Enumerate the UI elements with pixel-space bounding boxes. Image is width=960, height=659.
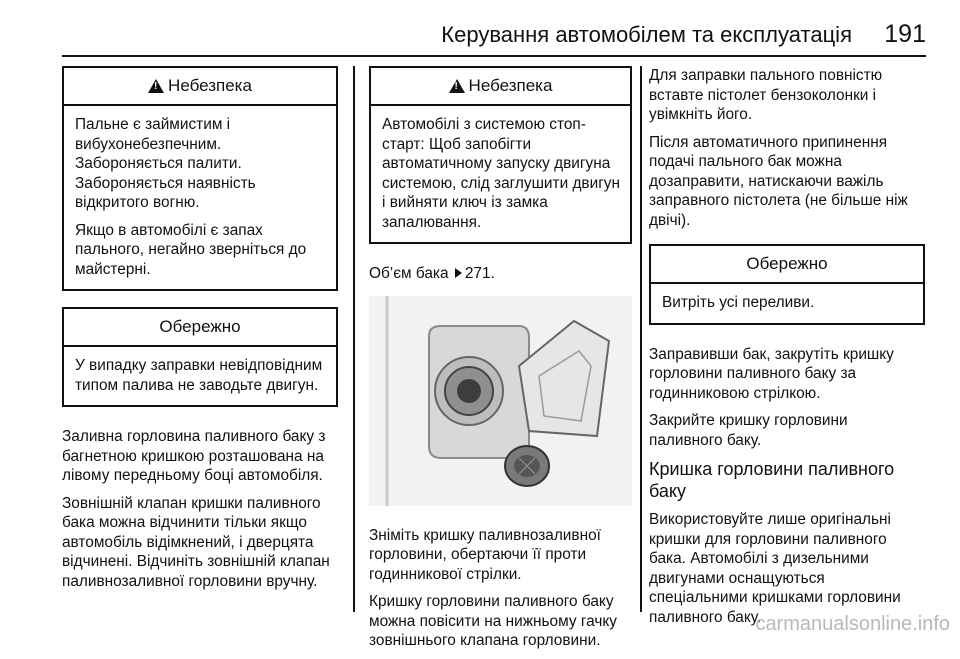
caution-text: Витріть усі переливи. [662, 294, 815, 311]
body-paragraph: Зніміть кришку паливнозаливної горловини, обертаючи її проти годинникової стрілки. [369, 526, 601, 583]
tank-volume-page-link[interactable]: 271. [464, 265, 495, 282]
cross-reference-arrow-icon [455, 268, 462, 278]
body-paragraph: Заливна горловина паливного баку з багнетною кришкою розташована на лівому передньому боці автомобіля. [62, 428, 326, 484]
body-paragraph: Кришку горловини паливного баку можна повісити на нижньому гачку зовнішнього клапана горловини. [369, 593, 617, 649]
body-paragraph: Після автоматичного припинення подачі пального бак можна дозаправити, натискаючи важіль заправного пістолета (не більше ніж двічі). [649, 133, 908, 229]
body-paragraph: Для заправки пального повністю вставте пістолет бензоколонки і увімкніть його. [649, 67, 883, 123]
column-3 [649, 66, 925, 635]
header-divider [62, 55, 926, 57]
section-heading: Кришка горловини паливного баку [649, 459, 895, 501]
column-2 [369, 66, 632, 659]
page-number: 191 [884, 20, 926, 48]
caution-box-title: Обережно [64, 309, 336, 347]
body-paragraph: Використовуйте лише оригінальні кришки для горловини паливного бака. Автомобілі з дизельними двигунами оснащуються спеціальними кришками горловини паливного баку. [649, 511, 901, 626]
danger-box-title: Небезпека [168, 76, 252, 96]
fuel-filler-photo [369, 296, 632, 506]
danger-box-header [64, 68, 336, 106]
danger-box [369, 66, 632, 244]
danger-text: Якщо в автомобілі є запах пального, негайно зверніться до майстерні. [75, 221, 307, 278]
body-paragraph: Зовнішній клапан кришки паливного бака можна відчинити тільки якщо автомобіль відімкнений, і дверцята відчинені. Відчиніть зовнішній клапан паливнозаливної горловини вручну. [62, 494, 330, 590]
caution-box [62, 307, 338, 407]
danger-box-title: Небезпека [468, 76, 553, 96]
caution-box [649, 244, 925, 325]
body-paragraph: Заправивши бак, закрутіть кришку горловини паливного баку за годинниковою стрілкою. [649, 345, 894, 402]
column-divider [640, 66, 642, 612]
watermark: carmanualsonline.info [755, 613, 950, 635]
column-1 [62, 66, 338, 599]
body-paragraph: Закрийте кришку горловини паливного баку. [649, 412, 848, 449]
danger-text: Пальне є займистим і вибухонебезпечним. Забороняється палити. Забороняється наявність відкритого вогню. [75, 116, 256, 211]
danger-box [62, 66, 338, 291]
column-divider [353, 66, 355, 612]
caution-box-title: Обережно [651, 246, 923, 284]
tank-volume-label: Об’єм бака [369, 265, 449, 282]
danger-box-header [371, 68, 630, 106]
tank-volume-reference [369, 264, 632, 284]
page-header-title: Керування автомобілем та експлуатація [441, 22, 852, 47]
warning-triangle-icon [148, 79, 164, 93]
caution-text: У випадку заправки невідповідним типом палива не заводьте двигун. [75, 357, 323, 394]
warning-triangle-icon [449, 79, 465, 93]
danger-text: Автомобілі з системою стоп-старт: Щоб запобігти автоматичному запуску двигуна системою, слід заглушити двигун і вийняти ключ із замка запалювання. [382, 116, 621, 231]
